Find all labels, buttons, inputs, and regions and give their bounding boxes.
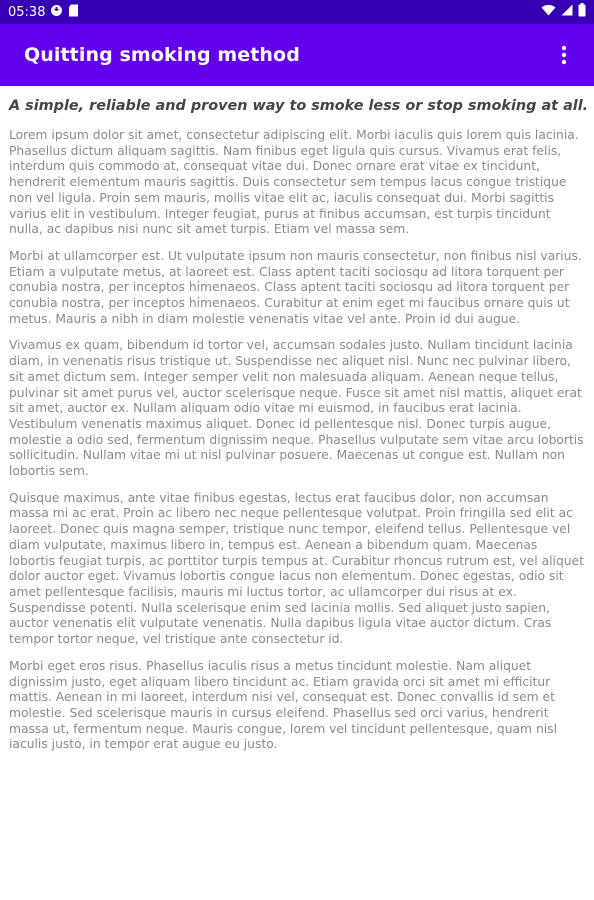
paragraph-3: Vivamus ex quam, bibendum id tortor vel, accumsan sodales justo. Nullam tincidunt lacinia diam, in venenatis risus tristique ut. Suspendisse nec aliquet nisl. Nunc nec pulvinar libero, sit amet dictum sem. Integer semper velit non malesuada aliquam. Aenean neque tellus, pulvinar sit amet purus vel, auctor scelerisque neque. Fusce sit amet nisl mattis, aliquet erat sit amet, auctor ex. Nullam aliquam odio vitae mi euismod, in faucibus erat lacinia. Vestibulum venenatis maximus aliquet. Donec id pellentesque nisl. Donec turpis augue, molestie a odio sed, fermentum dignissim neque. Phasellus vulputate sem vitae arcu lobortis sollicitudin. Nullam vitae mi ut nisl pulvinar posuere. Maecenas ut congue est. Nullam non lobortis sem. bbox=[9, 338, 584, 479]
circle-notification-icon bbox=[50, 4, 63, 21]
subtitle: A simple, reliable and proven way to smoke less or stop smoking at all. bbox=[9, 98, 589, 114]
sd-card-icon bbox=[68, 4, 79, 21]
paragraph-5: Morbi eget eros risus. Phasellus iaculis risus a metus tincidunt molestie. Nam aliquet dignissim justo, eget aliquam libero tincidunt ac. Etiam gravida orci sit amet mi efficitur mattis. Aenean in mi laoreet, interdum nisi vel, consequat est. Donec convallis id sem et molestie. Sed scelerisque mauris in cursus eleifend. Phasellus sed orci varius, hendrerit massa ut, fermentum neque. Mauris congue, lorem vel tincidunt pellentesque, quam nisl iaculis justo, in tempor erat augue eu justo. bbox=[9, 658, 557, 752]
overflow-menu-icon bbox=[561, 45, 567, 65]
status-left bbox=[8, 4, 79, 21]
paragraph-1: Lorem ipsum dolor sit amet, consectetur adipiscing elit. Morbi iaculis quis lorem quis lacinia. Phasellus dictum aliquam sagittis. Nam finibus eget ligula quis cursus. Vivamus erat felis, interdum quis commodo at, consequat vitae dui. Donec ornare erat vitae ex tincidunt, hendrerit elementum mauris sagittis. Duis consectetur sem tempus lacus congue tristique non vel ligula. Proin sem mauris, mollis vitae elit ac, iaculis consequat dui. Morbi sagittis varius elit in vestibulum. Integer feugiat, purus at finibus accumsan, est turpis tincidunt nulla, ac dapibus nisi nunc sit amet turpis. Etiam vel massa sem. bbox=[9, 128, 579, 237]
status-time: 05:38 bbox=[8, 4, 46, 20]
battery-icon bbox=[578, 3, 586, 21]
overflow-menu-button[interactable] bbox=[546, 35, 582, 75]
scroll-content[interactable] bbox=[0, 86, 594, 753]
app-title: Quitting smoking method bbox=[24, 44, 300, 66]
app-bar bbox=[0, 24, 594, 86]
paragraph-2: Morbi at ullamcorper est. Ut vulputate ipsum non mauris consectetur, non finibus nisl varius. Etiam a vulputate metus, at laoreet est. Class aptent taciti sociosqu ad litora torquent per conubia nostra, per inceptos himenaeos. Class aptent taciti sociosqu ad litora torquent per conubia nostra, per inceptos himenaeos. Curabitur at enim eget mi faucibus ornare quis ut metus. Mauris a nibh in diam molestie venenatis vitae vel ante. Proin id dui augue. bbox=[9, 248, 582, 326]
status-bar bbox=[0, 0, 594, 24]
status-right bbox=[541, 3, 586, 21]
paragraph-4: Quisque maximus, ante vitae finibus egestas, lectus erat faucibus dolor, non accumsan massa mi ac erat. Proin ac libero nec neque pellentesque volutpat. Proin fringilla sed elit ac laoreet. Donec quis magna semper, tristique nunc tempor, eleifend tellus. Pellentesque vel diam vulputate, maximus libero in, tempus est. Aenean a bibendum quam. Maecenas lobortis feugiat turpis, ac porttitor turpis tempus at. Curabitur rhoncus rutrum est, vel aliquet dolor auctor eget. Vivamus lobortis congue lacus non elementum. Donec egestas, odio sit amet pellentesque facilisis, mauris mi luctus tortor, ac ullamcorper dui risus at ex. Suspendisse potenti. Nulla scelerisque enim sed lacinia mollis. Sed aliquet justo sapien, auctor venenatis elit vulputate venenatis. Nulla dapibus ligula vitae auctor dictum. Cras tempor tortor neque, vel tristique ante consectetur id. bbox=[9, 490, 584, 647]
wifi-icon bbox=[541, 4, 556, 20]
signal-icon bbox=[561, 4, 573, 20]
